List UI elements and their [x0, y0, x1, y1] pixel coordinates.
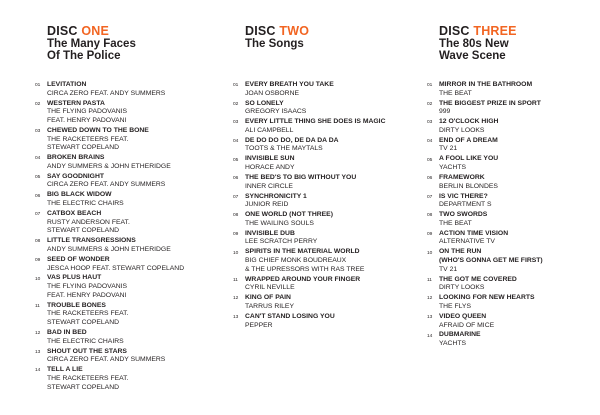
track-item — [35, 329, 184, 346]
track-artist: & THE UPRESSORS WITH RAS TREE — [245, 265, 365, 273]
track-item — [35, 100, 184, 126]
track-title: WRAPPED AROUND YOUR FINGER — [245, 275, 361, 283]
track-number: 03 — [35, 129, 41, 135]
track-title: SAY GOODNIGHT — [47, 172, 105, 180]
track-number: 04 — [35, 156, 41, 162]
track-artist: TV 21 — [439, 145, 458, 153]
track-title: CAN'T STAND LOSING YOU — [245, 312, 335, 320]
track-title: EVERY LITTLE THING SHE DOES IS MAGIC — [245, 118, 386, 126]
disc-label — [47, 24, 225, 38]
track-item — [35, 191, 184, 208]
track-artist: RUSTY ANDERSON FEAT. — [47, 218, 130, 226]
track-item — [427, 294, 543, 311]
track-number: 02 — [233, 101, 239, 107]
track-item — [427, 100, 543, 117]
track-title: KING OF PAIN — [245, 294, 291, 302]
track-number: 02 — [427, 101, 433, 107]
track-title: THE BED'S TO BIG WITHOUT YOU — [245, 173, 357, 181]
track-title: INVISIBLE DUB — [245, 229, 295, 237]
track-artist: PEPPER — [245, 321, 273, 329]
track-title: INVISIBLE SUN — [245, 155, 295, 163]
track-number: 07 — [35, 212, 41, 218]
disc-one-column — [35, 24, 225, 391]
track-number: 12 — [35, 331, 41, 337]
track-title: VAS PLUS HAUT — [47, 274, 102, 282]
track-number: 03 — [427, 120, 433, 126]
track-title: CATBOX BEACH — [47, 209, 102, 217]
disc-label-word: DISC — [245, 24, 276, 38]
track-item — [35, 237, 184, 254]
track-item — [233, 313, 385, 330]
track-item — [233, 81, 385, 98]
track-artist: THE ELECTRIC CHAIRS — [47, 337, 124, 345]
track-artist: JOAN OSBORNE — [245, 89, 300, 97]
track-number: 09 — [35, 258, 41, 264]
disc-title: The Songs — [245, 38, 304, 50]
track-artist: ANDY SUMMERS & JOHN ETHERIDGE — [47, 245, 171, 253]
track-item — [233, 174, 385, 191]
track-artist: YACHTS — [439, 164, 467, 172]
track-title: DUBMARINE — [439, 331, 481, 339]
track-title: LITTLE TRANSGRESSIONS — [47, 237, 136, 245]
track-item — [427, 276, 543, 293]
track-number: 11 — [35, 303, 40, 309]
track-title: SHOUT OUT THE STARS — [47, 347, 127, 355]
track-item — [35, 127, 184, 153]
track-artist: THE WAILING SOULS — [245, 219, 314, 227]
track-artist: ALI CAMPBELL — [245, 126, 294, 134]
track-title: MIRROR IN THE BATHROOM — [439, 81, 533, 88]
track-number: 04 — [427, 138, 433, 144]
track-item — [35, 348, 184, 365]
track-artist: DIRTY LOOKS — [439, 126, 485, 134]
track-item — [35, 256, 184, 273]
track-item — [427, 193, 543, 210]
track-title: FRAMEWORK — [439, 173, 485, 181]
track-title: DE DO DO DO, DE DA DA DA — [245, 136, 339, 144]
disc-title: The Many Faces Of The Police — [47, 38, 136, 62]
track-artist: THE BEAT — [439, 89, 472, 97]
track-number: 09 — [427, 231, 433, 237]
track-number: 08 — [427, 213, 433, 219]
track-title: IS VIC THERE? — [439, 192, 488, 200]
track-number: 11 — [427, 277, 432, 283]
track-number: 02 — [35, 101, 41, 107]
track-artist: ALTERNATIVE TV — [439, 238, 495, 246]
track-title: ONE WORLD (NOT THREE) — [245, 211, 333, 219]
track-title: A FOOL LIKE YOU — [439, 155, 499, 163]
track-list — [427, 81, 543, 350]
track-item — [233, 230, 385, 247]
track-number: 01 — [427, 83, 433, 89]
track-title: WESTERN PASTA — [47, 99, 105, 107]
track-item — [35, 274, 184, 300]
disc-label-word: DISC — [47, 24, 78, 38]
track-title: BAD IN BED — [47, 329, 87, 337]
track-artist: THE RACKETEERS FEAT. — [47, 310, 129, 318]
track-number: 14 — [35, 368, 41, 374]
track-number: 01 — [35, 83, 41, 89]
track-artist: THE FLYING PADOVANIS — [47, 283, 128, 291]
track-artist: STEWART COPELAND — [47, 227, 120, 235]
track-number: 07 — [427, 194, 433, 200]
track-artist: BIG CHIEF MONK BOUDREAUX — [245, 257, 347, 265]
track-artist: THE ELECTRIC CHAIRS — [47, 200, 124, 208]
track-artist: DEPARTMENT S — [439, 201, 492, 209]
track-title: BIG BLACK WIDOW — [47, 191, 112, 199]
track-list — [233, 81, 385, 331]
track-title: SEED OF WONDER — [47, 255, 110, 263]
track-artist: ANDY SUMMERS & JOHN ETHERIDGE — [47, 162, 171, 170]
track-artist: CYRIL NEVILLE — [245, 284, 295, 292]
track-artist: CIRCA ZERO FEAT. ANDY SUMMERS — [47, 181, 166, 189]
track-number: 06 — [35, 193, 41, 199]
track-title: THE GOT ME COVERED — [439, 275, 517, 283]
disc-three-column — [427, 24, 597, 348]
track-item — [427, 230, 543, 247]
track-artist: THE RACKETEERS FEAT. — [47, 135, 129, 143]
track-number: 10 — [35, 276, 41, 282]
track-number: 06 — [427, 176, 433, 182]
track-title: VIDEO QUEEN — [439, 312, 487, 320]
track-number: 05 — [233, 157, 239, 163]
track-artist: AFRAID OF MICE — [439, 321, 495, 329]
track-number: 13 — [233, 315, 239, 321]
track-number: 07 — [233, 194, 239, 200]
disc-label — [439, 24, 597, 38]
track-title: LOOKING FOR NEW HEARTS — [439, 294, 535, 302]
track-title: BROKEN BRAINS — [47, 154, 105, 162]
track-artist: STEWART COPELAND — [47, 319, 120, 327]
track-title: SO LONELY — [245, 99, 284, 107]
disc-label-number: THREE — [473, 24, 517, 38]
track-title: TELL A LIE — [47, 366, 83, 374]
track-number: 10 — [427, 250, 433, 256]
track-title: CHEWED DOWN TO THE BONE — [47, 126, 149, 134]
track-item — [35, 302, 184, 328]
track-item — [233, 276, 385, 293]
track-item — [427, 137, 543, 154]
track-item — [427, 155, 543, 172]
track-number: 14 — [427, 333, 433, 339]
track-artist: CIRCA ZERO FEAT. ANDY SUMMERS — [47, 89, 166, 97]
track-item — [35, 210, 184, 236]
track-artist: THE BEAT — [439, 219, 472, 227]
track-title: EVERY BREATH YOU TAKE — [245, 81, 334, 88]
track-title: SPIRITS IN THE MATERIAL WORLD — [245, 248, 360, 256]
track-number: 03 — [233, 120, 239, 126]
track-title: SYNCHRONICITY 1 — [245, 192, 307, 200]
track-artist: 999 — [439, 108, 451, 116]
track-artist: INNER CIRCLE — [245, 182, 293, 190]
track-number: 13 — [427, 315, 433, 321]
track-artist: BERLIN BLONDES — [439, 182, 498, 190]
track-item — [427, 118, 543, 135]
track-number: 04 — [233, 138, 239, 144]
track-title: 12 O'CLOCK HIGH — [439, 118, 499, 126]
track-title: LEVITATION — [47, 81, 87, 88]
disc-two-column — [233, 24, 425, 329]
track-artist: GREGORY ISAACS — [245, 108, 307, 116]
track-artist: LEE SCRATCH PERRY — [245, 238, 318, 246]
track-item — [35, 154, 184, 171]
track-title: THE BIGGEST PRIZE IN SPORT — [439, 99, 541, 107]
track-number: 06 — [233, 176, 239, 182]
track-item — [233, 248, 385, 274]
track-list — [35, 81, 184, 394]
track-item — [427, 248, 543, 274]
track-item — [427, 331, 543, 348]
track-item — [35, 81, 184, 98]
track-item — [233, 137, 385, 154]
track-title: TROUBLE BONES — [47, 301, 106, 309]
track-title: ON THE RUN (WHO'S GONNA GET ME FIRST) — [439, 248, 543, 265]
track-artist: THE RACKETEERS FEAT. — [47, 374, 129, 382]
track-artist: STEWART COPELAND — [47, 383, 120, 391]
track-number: 13 — [35, 349, 41, 355]
disc-title: The 80s New Wave Scene — [439, 38, 509, 62]
track-artist: DIRTY LOOKS — [439, 284, 485, 292]
track-number: 11 — [233, 277, 238, 283]
track-artist: JUNIOR REID — [245, 201, 289, 209]
track-number: 12 — [427, 296, 433, 302]
track-item — [233, 100, 385, 117]
track-item — [233, 155, 385, 172]
track-number: 05 — [427, 157, 433, 163]
track-artist: JESCA HOOP FEAT. STEWART COPELAND — [47, 264, 185, 272]
track-artist: STEWART COPELAND — [47, 144, 120, 152]
track-artist: YACHTS — [439, 340, 467, 348]
track-item — [35, 366, 184, 392]
track-artist: CIRCA ZERO FEAT. ANDY SUMMERS — [47, 356, 166, 364]
track-item — [233, 294, 385, 311]
track-item — [233, 118, 385, 135]
track-artist: TARRUS RILEY — [245, 302, 294, 310]
track-item — [427, 211, 543, 228]
disc-label-number: TWO — [279, 24, 310, 38]
disc-label — [245, 24, 425, 38]
track-item — [427, 81, 543, 98]
track-artist: FEAT. HENRY PADOVANI — [47, 291, 127, 299]
track-number: 08 — [35, 239, 41, 245]
track-title: TWO SWORDS — [439, 211, 488, 219]
disc-label-number: ONE — [81, 24, 110, 38]
track-number: 09 — [233, 231, 239, 237]
track-artist: TOOTS & THE MAYTALS — [245, 145, 323, 153]
track-number: 10 — [233, 250, 239, 256]
track-artist: THE FLYING PADOVANIS — [47, 108, 128, 116]
track-artist: TV 21 — [439, 265, 458, 273]
track-number: 01 — [233, 83, 239, 89]
track-title: ACTION TIME VISION — [439, 229, 509, 237]
track-number: 08 — [233, 213, 239, 219]
track-item — [35, 173, 184, 190]
track-number: 12 — [233, 296, 239, 302]
track-artist: THE FLYS — [439, 302, 471, 310]
track-artist: FEAT. HENRY PADOVANI — [47, 117, 127, 124]
track-item — [427, 174, 543, 191]
track-number: 05 — [35, 174, 41, 180]
track-artist: HORACE ANDY — [245, 164, 295, 172]
track-title: END OF A DREAM — [439, 136, 498, 144]
disc-label-word: DISC — [439, 24, 470, 38]
track-item — [427, 313, 543, 330]
track-item — [233, 193, 385, 210]
track-item — [233, 211, 385, 228]
